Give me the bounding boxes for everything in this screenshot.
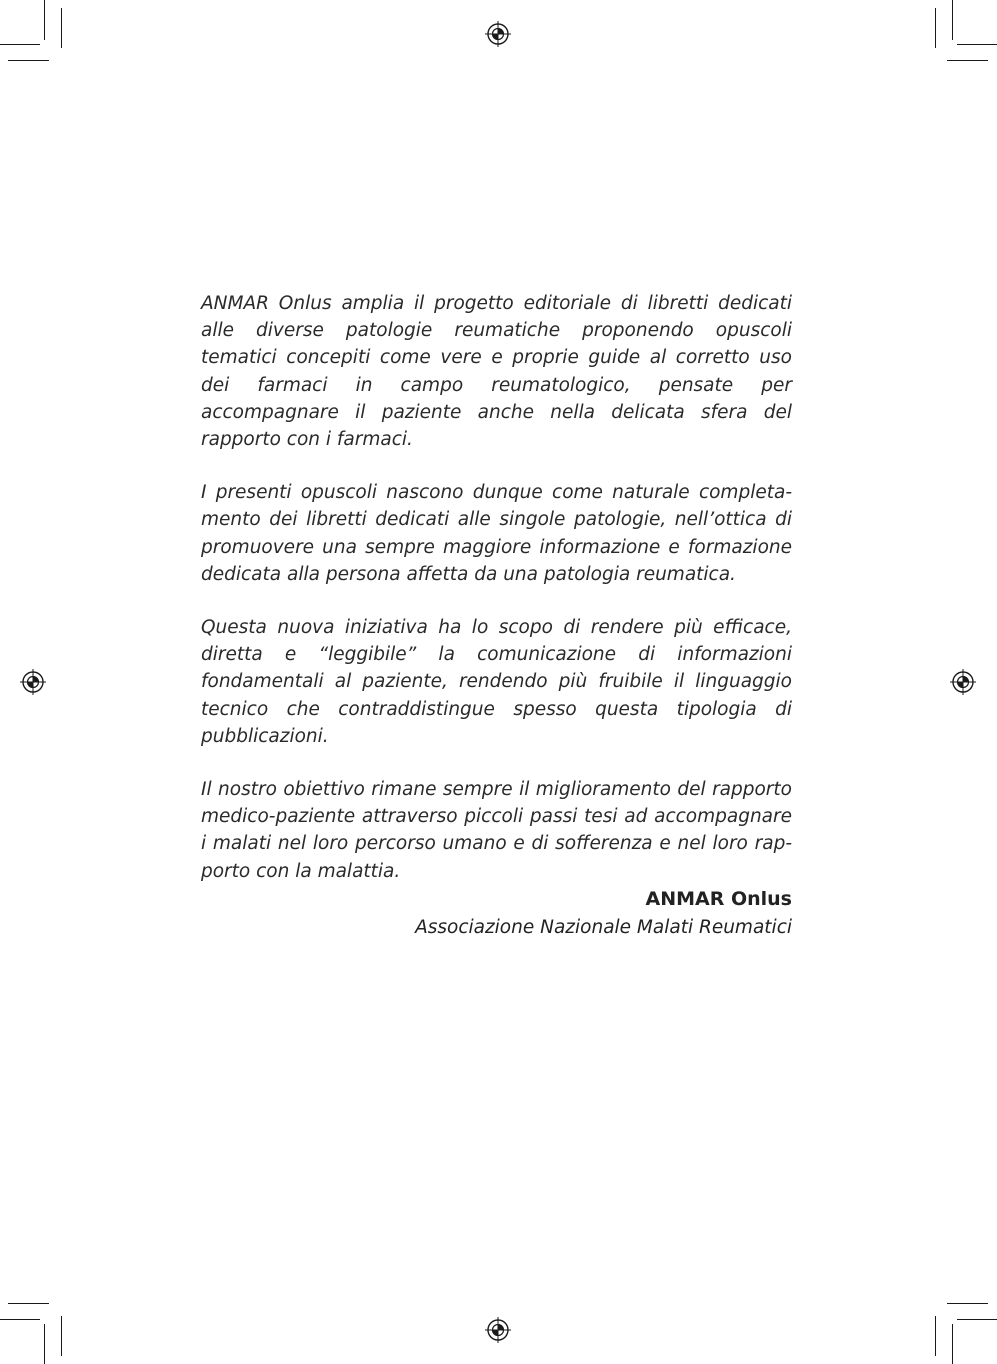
crop-mark: [952, 1324, 953, 1364]
crop-mark: [8, 60, 49, 61]
crop-mark: [957, 1319, 997, 1320]
paragraph-intro: ANMAR Onlus amplia il progetto editoriale di libretti dedicati alle diverse patologie reumatiche proponendo opuscoli tematici concepiti come vere e proprie guide al corretto uso dei farmaci in campo reumatologico, pensate per accompagnare il paziente anche nella delicata sfera del rapporto con i farmaci.: [201, 293, 792, 451]
registration-mark-icon: [485, 21, 511, 47]
crop-mark: [44, 0, 45, 40]
signature-name: ANMAR Onlus: [645, 888, 792, 910]
crop-mark: [44, 1324, 45, 1364]
crop-mark: [957, 44, 997, 45]
crop-mark: [0, 1319, 40, 1320]
paragraph-initiative: Questa nuova iniziativa ha lo scopo di rendere più efficace, diretta e “leggibile” la comunicazione di informazioni fondamentali al paziente, rendendo più fruibile il linguaggio tecnico che contraddistingue spesso questa tipologia di pubblicazioni.: [201, 617, 792, 747]
registration-mark-icon: [20, 669, 46, 695]
paragraph-purpose: I presenti opuscoli nascono dunque come naturale completamento dei libretti dedicati alle singole patologie, nell’ottica di promuovere una sempre maggiore informazione e formazione dedicata alla persona affetta da una patologia reumatica.: [201, 482, 792, 585]
crop-mark: [61, 1316, 62, 1356]
signature-block: [415, 885, 792, 943]
signature-association: Associazione Nazionale Malati Reumatici: [415, 917, 792, 938]
crop-mark: [952, 0, 953, 40]
crop-mark: [947, 1303, 988, 1304]
crop-mark: [0, 44, 40, 45]
registration-mark-icon: [950, 669, 976, 695]
crop-mark: [61, 8, 62, 48]
crop-mark: [935, 1316, 936, 1356]
crop-mark: [935, 8, 936, 48]
registration-mark-icon: [485, 1317, 511, 1343]
crop-mark: [8, 1303, 49, 1304]
crop-mark: [947, 60, 988, 61]
paragraph-objective: Il nostro obiettivo rimane sempre il miglioramento del rapporto medico-paziente attraverso piccoli passi tesi ad accompagnare i malati nel loro percorso umano e di sofferenza e nel loro rapporto con la malattia.: [201, 779, 792, 882]
body-text: [201, 290, 792, 911]
